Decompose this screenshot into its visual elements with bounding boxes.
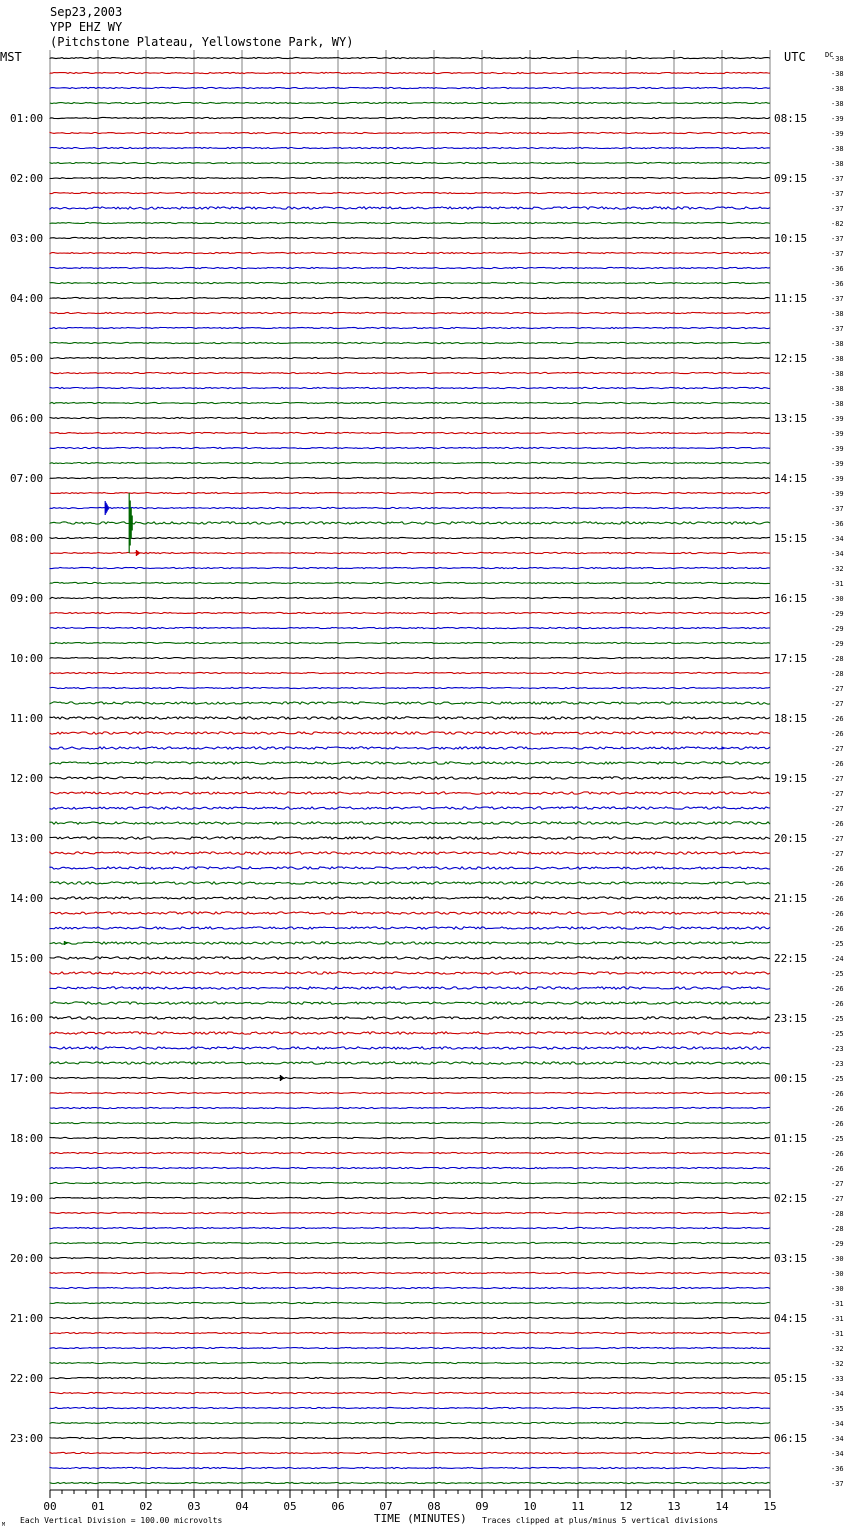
trace-line [50,1077,770,1078]
dc-offset-label: -27 [831,685,844,693]
trace-line [50,987,770,989]
trace-line [50,672,770,673]
dc-offset-label: -30 [831,1285,844,1293]
x-tick-label: 08 [427,1500,441,1513]
trace-line [50,942,770,944]
trace-line [50,1197,770,1198]
trace-line [50,972,770,974]
utc-hour-label: 08:15 [774,112,808,125]
trace-line [50,927,770,929]
utc-hour-label: 06:15 [774,1432,808,1445]
dc-offset-label: -28 [831,1225,844,1233]
dc-offset-label: -34 [831,535,844,543]
trace-line [50,1317,770,1318]
trace-line [50,177,770,178]
utc-hour-label: 04:15 [774,1312,808,1325]
dc-offset-label: -26 [831,730,844,738]
dc-offset-label: -26 [831,1105,844,1113]
trace-line [50,1062,770,1064]
dc-offset-label: -26 [831,910,844,918]
trace-line [50,702,770,704]
dc-offset-label: -37 [831,250,844,258]
trace-line [50,867,770,869]
dc-offset-label: -38 [831,340,844,348]
trace-line [50,687,770,688]
right-timezone-label: UTC [784,50,806,64]
trace-line [50,597,770,598]
trace-line [50,57,770,58]
trace-line [50,912,770,914]
dc-offset-label: -36 [831,280,844,288]
utc-hour-label: 21:15 [774,892,808,905]
x-tick-label: 07 [379,1500,393,1513]
corner-mark: M [2,1522,6,1528]
trace-line [50,477,770,478]
trace-line [50,1257,770,1258]
trace-line [50,1437,770,1438]
dc-offset-label: -35 [831,1405,844,1413]
dc-offset-label: -39 [831,415,844,423]
utc-hour-label: 00:15 [774,1072,808,1085]
dc-offset-label: -30 [831,1255,844,1263]
trace-line [50,342,770,343]
station-code: YPP EHZ WY [50,20,123,34]
trace-line [50,537,770,538]
trace-line [50,387,770,388]
trace-line [50,207,770,209]
dc-offset-label: -37 [831,1480,844,1488]
trace-line [50,1092,770,1093]
dc-offset-label: -37 [831,190,844,198]
dc-offset-label: -26 [831,820,844,828]
trace-line [50,267,770,268]
dc-offset-label: -37 [831,175,844,183]
trace-line [50,732,770,734]
dc-offset-label: -28 [831,655,844,663]
mst-hour-label: 04:00 [10,292,44,305]
trace-line [50,297,770,298]
utc-hour-label: 09:15 [774,172,808,185]
x-tick-label: 12 [619,1500,633,1513]
dc-offset-label: -29 [831,1240,844,1248]
trace-line [50,492,770,493]
dc-offset-label: -28 [831,670,844,678]
trace-line [50,1227,770,1228]
mst-hour-label: 14:00 [10,892,44,905]
mst-hour-label: 10:00 [10,652,44,665]
dc-offset-label: -39 [831,130,844,138]
trace-line [50,1482,770,1483]
dc-offset-label: -25 [831,970,844,978]
vertical-gridlines [50,50,770,1491]
trace-line [50,792,770,794]
dc-offset-label: -82 [831,220,844,228]
x-tick-label: 11 [571,1500,585,1513]
trace-line [50,1032,770,1034]
utc-hour-label: 17:15 [774,652,808,665]
trace-line [50,117,770,118]
trace-line [50,102,770,103]
utc-hour-label: 10:15 [774,232,808,245]
seismic-event [129,493,132,553]
scale-note: Each Vertical Division = 100.00 microvolts [20,1516,223,1525]
mst-hour-label: 22:00 [10,1372,44,1385]
trace-line [50,1047,770,1049]
trace-line [50,447,770,448]
record-date: Sep23,2003 [50,5,123,19]
trace-line [50,72,770,73]
mst-hour-label: 15:00 [10,952,44,965]
dc-offset-label: -36 [831,520,844,528]
trace-line [50,822,770,824]
dc-offset-label: -27 [831,700,844,708]
mst-hour-label: 11:00 [10,712,44,725]
dc-offset-label: -27 [831,850,844,858]
dc-offset-label: -34 [831,550,844,558]
dc-offset-label: -34 [831,1435,844,1443]
dc-offset-label: -39 [831,490,844,498]
dc-offset-label: -26 [831,1165,844,1173]
dc-offset-label: -37 [831,235,844,243]
dc-offset-label: -36 [831,265,844,273]
trace-line [50,237,770,238]
mst-hour-label: 13:00 [10,832,44,845]
trace-line [50,642,770,643]
trace-line [50,87,770,88]
dc-offset-label: -31 [831,1300,844,1308]
x-tick-label: 06 [331,1500,345,1513]
trace-line [50,372,770,373]
dc-offset-label: -32 [831,1345,844,1353]
trace-line [50,1467,770,1468]
x-axis-label: TIME (MINUTES) [374,1512,467,1525]
x-tick-label: 14 [715,1500,729,1513]
dc-offset-label: -38 [831,355,844,363]
mst-hour-label: 05:00 [10,352,44,365]
seismic-event [136,550,139,556]
trace-line [50,1302,770,1303]
dc-offset-label: -34 [831,1450,844,1458]
utc-hour-label: 03:15 [774,1252,808,1265]
dc-offset-label: -36 [831,1465,844,1473]
trace-line [50,402,770,403]
dc-offset-label: -30 [831,1270,844,1278]
dc-offset-label: -31 [831,580,844,588]
trace-line [50,1377,770,1378]
clip-note: Traces clipped at plus/minus 5 vertical divisions [482,1516,719,1525]
trace-line [50,552,770,553]
mst-hour-label: 08:00 [10,532,44,545]
trace-line [50,882,770,884]
dc-offset-label: -33 [831,1375,844,1383]
mst-hour-label: 12:00 [10,772,44,785]
trace-line [50,957,770,959]
dc-offset-label: -26 [831,1150,844,1158]
x-tick-label: 00 [43,1500,57,1513]
trace-line [50,357,770,358]
x-tick-label: 03 [187,1500,201,1513]
utc-hour-label: 01:15 [774,1132,808,1145]
mst-hour-label: 16:00 [10,1012,44,1025]
dc-offset-label: -38 [831,400,844,408]
trace-line [50,222,770,223]
mst-hour-label: 07:00 [10,472,44,485]
station-location: (Pitchstone Plateau, Yellowstone Park, WY) [50,35,354,49]
trace-line [50,612,770,613]
dc-offset-label: -26 [831,985,844,993]
trace-line [50,147,770,148]
dc-offset-label: -39 [831,475,844,483]
dc-offset-label: -29 [831,625,844,633]
dc-offset-label: -37 [831,505,844,513]
dc-offset-label: -32 [831,1360,844,1368]
left-timezone-label: MST [0,50,22,64]
trace-line [50,1152,770,1153]
x-tick-label: 13 [667,1500,681,1513]
seismic-event [105,501,108,515]
dc-offset-label: -39 [831,445,844,453]
x-tick-label: 05 [283,1500,297,1513]
trace-line [50,717,770,719]
trace-line [50,852,770,854]
dc-offset-label: -27 [831,745,844,753]
mst-hour-label: 09:00 [10,592,44,605]
dc-offset-label: -30 [831,595,844,603]
dc-offset-label: -37 [831,205,844,213]
trace-line [50,807,770,809]
trace-line [50,762,770,764]
trace-line [50,192,770,193]
dc-offset-label: -23 [831,1060,844,1068]
utc-hour-label: 23:15 [774,1012,808,1025]
utc-hour-label: 11:15 [774,292,808,305]
dc-offset-label: -31 [831,1315,844,1323]
dc-offset-label: -38 [831,70,844,78]
utc-hour-label: 15:15 [774,532,808,545]
dc-offset-label: -37 [831,295,844,303]
dc-offset-label: -26 [831,715,844,723]
trace-line [50,1107,770,1108]
trace-line [50,1347,770,1348]
dc-offset-label: -25 [831,1015,844,1023]
dc-offset-label: -39 [831,430,844,438]
mst-hour-label: 02:00 [10,172,44,185]
utc-hour-label: 20:15 [774,832,808,845]
dc-offset-label: -27 [831,1180,844,1188]
dc-label: DC [825,51,834,59]
trace-line [50,417,770,418]
trace-line [50,1362,770,1363]
trace-line [50,1392,770,1393]
x-tick-label: 09 [475,1500,489,1513]
trace-line [50,1002,770,1004]
dc-offset-label: -38 [831,100,844,108]
dc-offset-label: -26 [831,1120,844,1128]
utc-hour-label: 18:15 [774,712,808,725]
trace-line [50,1242,770,1243]
trace-line [50,1167,770,1168]
trace-line [50,327,770,328]
dc-offset-label: -26 [831,925,844,933]
utc-hour-label: 05:15 [774,1372,808,1385]
trace-line [50,1272,770,1273]
trace-line [50,252,770,253]
dc-offset-label: -27 [831,805,844,813]
dc-offset-label: -26 [831,1000,844,1008]
dc-offset-label: -27 [831,775,844,783]
x-tick-label: 01 [91,1500,105,1513]
seismic-event [280,1075,283,1081]
trace-line [50,627,770,628]
dc-offset-label: -34 [831,1390,844,1398]
mst-hour-label: 06:00 [10,412,44,425]
x-tick-label: 15 [763,1500,777,1513]
utc-hour-label: 14:15 [774,472,808,485]
dc-offset-label: -38 [831,385,844,393]
mst-hour-label: 01:00 [10,112,44,125]
dc-offset-label: -37 [831,325,844,333]
dc-offset-label: -25 [831,1135,844,1143]
dc-offset-label: -38 [831,370,844,378]
dc-offset-label: -25 [831,940,844,948]
dc-offset-label: -38 [831,145,844,153]
x-tick-label: 02 [139,1500,153,1513]
dc-offset-label: -23 [831,1045,844,1053]
dc-offset-label: -27 [831,1195,844,1203]
seismic-event [64,941,67,945]
dc-offset-label: -26 [831,880,844,888]
trace-line [50,897,770,899]
dc-offset-label: -26 [831,760,844,768]
trace-line [50,1407,770,1408]
mst-hour-label: 19:00 [10,1192,44,1205]
dc-offset-label: -29 [831,640,844,648]
x-tick-label: 04 [235,1500,249,1513]
x-tick-label: 10 [523,1500,537,1513]
trace-line [50,1017,770,1019]
dc-offset-label: -34 [831,1420,844,1428]
trace-line [50,1182,770,1183]
utc-hour-label: 02:15 [774,1192,808,1205]
mst-hour-label: 20:00 [10,1252,44,1265]
mst-hour-label: 18:00 [10,1132,44,1145]
trace-line [50,312,770,313]
utc-hour-label: 19:15 [774,772,808,785]
trace-line [50,1422,770,1423]
dc-offset-label: -38 [831,310,844,318]
dc-offset-label: -26 [831,1090,844,1098]
trace-line [50,567,770,568]
trace-line [50,1212,770,1213]
trace-line [50,507,770,508]
utc-hour-label: 16:15 [774,592,808,605]
mst-hour-label: 23:00 [10,1432,44,1445]
dc-offset-label: -24 [831,955,844,963]
trace-line [50,432,770,433]
seismic-traces [50,57,770,1483]
trace-line [50,1122,770,1123]
dc-offset-label: -39 [831,460,844,468]
dc-offset-label: -38 [831,55,844,63]
dc-offset-label: -26 [831,865,844,873]
trace-line [50,1287,770,1288]
trace-line [50,582,770,583]
trace-line [50,1332,770,1333]
dc-offset-label: -25 [831,1030,844,1038]
trace-line [50,657,770,658]
dc-offset-label: -31 [831,1330,844,1338]
utc-hour-label: 22:15 [774,952,808,965]
trace-line [50,132,770,133]
x-axis [43,1490,776,1513]
trace-line [50,1452,770,1453]
utc-hour-label: 12:15 [774,352,808,365]
trace-line [50,1137,770,1138]
dc-offset-label: -38 [831,160,844,168]
trace-line [50,462,770,463]
dc-offset-label: -25 [831,1075,844,1083]
seismic-event [722,747,725,750]
trace-line [50,747,770,749]
trace-line [50,777,770,779]
dc-offset-label: -27 [831,790,844,798]
dc-offset-label: -39 [831,115,844,123]
mst-hour-label: 21:00 [10,1312,44,1325]
trace-line [50,522,770,524]
dc-offset-label: -28 [831,1210,844,1218]
trace-line [50,282,770,283]
trace-line [50,837,770,839]
dc-offset-label: -32 [831,565,844,573]
dc-offset-label: -26 [831,895,844,903]
utc-hour-label: 13:15 [774,412,808,425]
dc-offset-label: -27 [831,835,844,843]
trace-line [50,162,770,163]
mst-hour-label: 03:00 [10,232,44,245]
dc-offset-labels [831,55,844,1488]
mst-hour-label: 17:00 [10,1072,44,1085]
dc-offset-label: -38 [831,85,844,93]
dc-offset-label: -29 [831,610,844,618]
